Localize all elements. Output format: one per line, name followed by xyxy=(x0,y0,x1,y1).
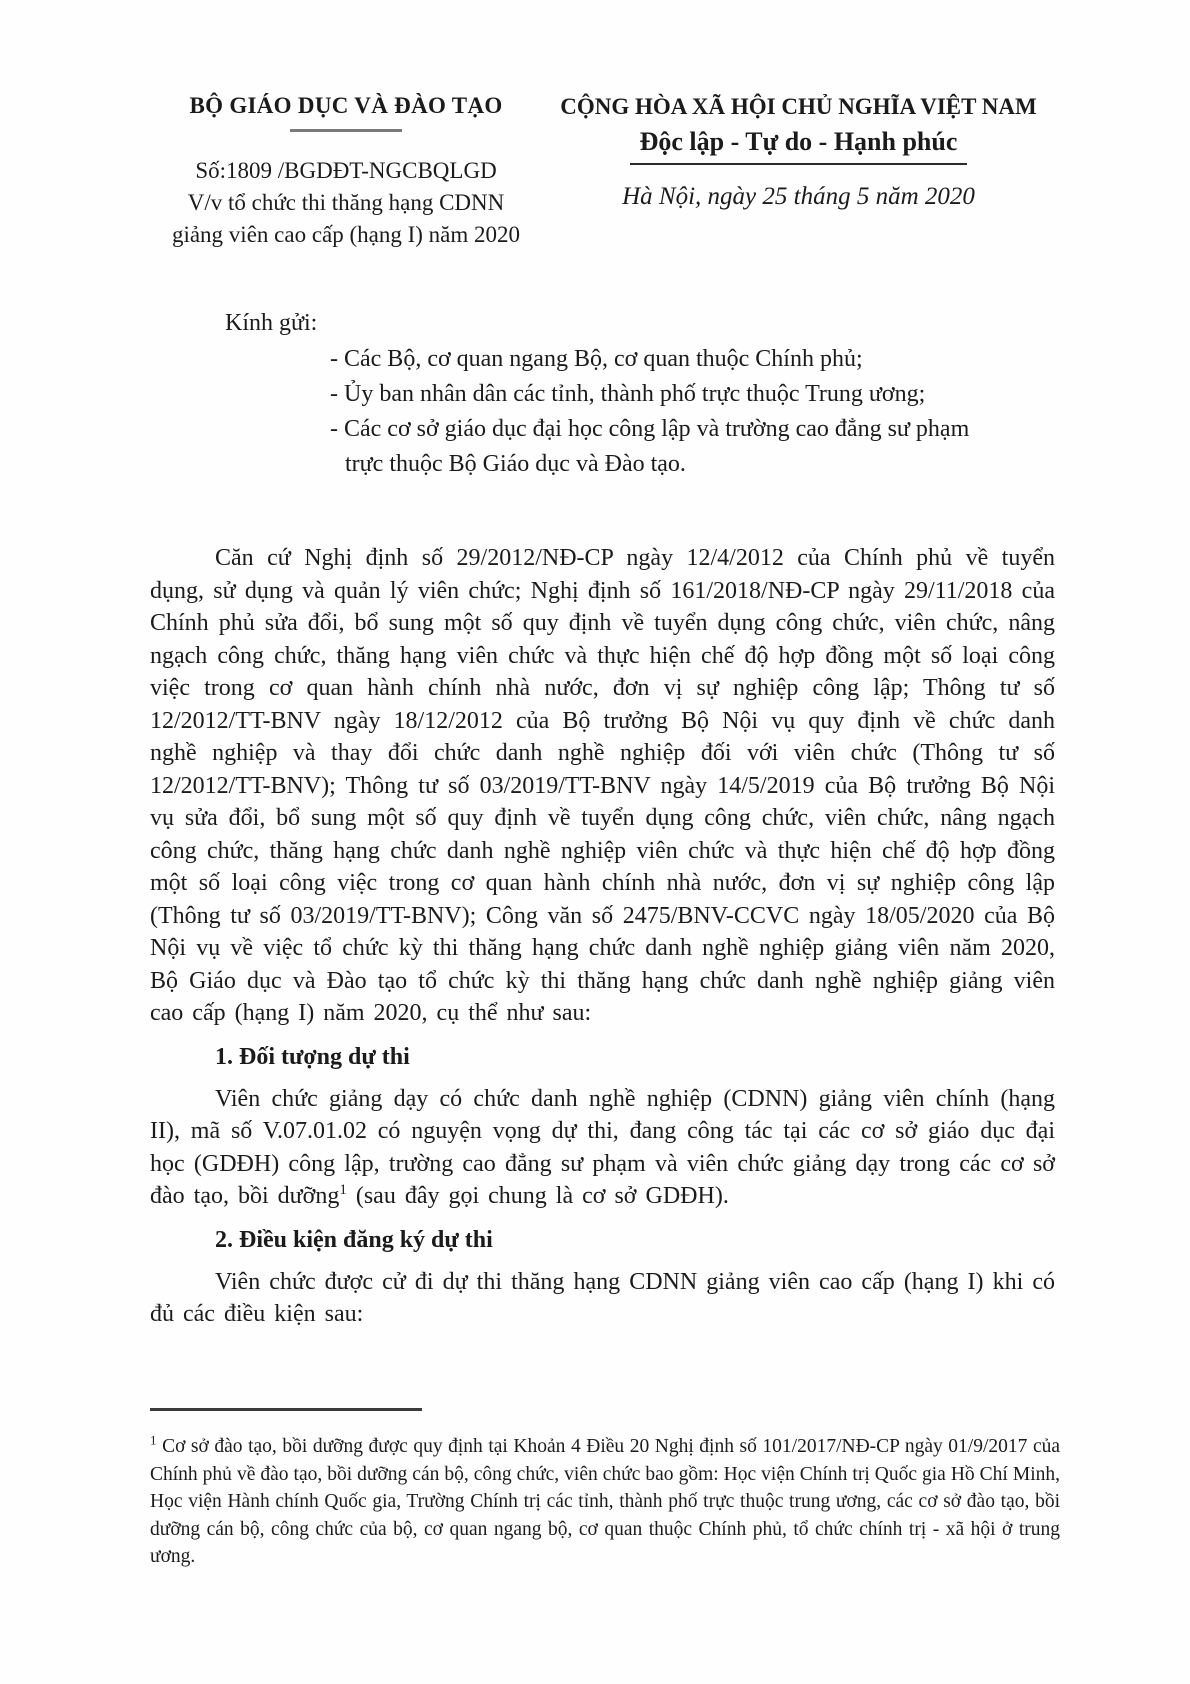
doc-number: Số:1809 /BGDĐT-NGCBQLGD xyxy=(195,158,497,183)
recipient-item: - Các Bộ, cơ quan ngang Bộ, cơ quan thuộc Chính phủ; xyxy=(330,346,863,372)
issuing-org-block xyxy=(150,92,542,251)
org-name: BỘ GIÁO DỤC VÀ ĐÀO TẠO xyxy=(189,93,503,118)
national-header-block xyxy=(542,92,1055,213)
recipient-item: - Các cơ sở giáo dục đại học công lập và trường cao đẳng sư phạm trực thuộc Bộ Giáo dục và Đào tạo. xyxy=(330,416,970,477)
recipients-block xyxy=(150,306,1055,482)
doc-subject-line1: V/v tổ chức thi thăng hạng CDNN xyxy=(187,190,505,215)
org-underline-rule xyxy=(290,129,402,132)
doc-subject-line2: giảng viên cao cấp (hạng I) năm 2020 xyxy=(171,222,521,247)
recipient-list xyxy=(330,342,1055,482)
section-1-text-after-ref: (sau đây gọi chung là cơ sở GDĐH). xyxy=(346,1183,729,1209)
section-2-paragraph: Viên chức được cử đi dự thi thăng hạng CDNN giảng viên cao cấp (hạng I) khi có đủ các điều kiện sau: xyxy=(150,1268,1055,1327)
recipient-item: - Ủy ban nhân dân các tỉnh, thành phố trực thuộc Trung ương; xyxy=(330,381,926,407)
section-1-text-before-ref: Viên chức giảng dạy có chức danh nghề nghiệp (CDNN) giảng viên chính (hạng II), mã số V.07.01.02 có nguyện vọng dự thi, đang công tác tại các cơ sở giáo dục đại học (GDĐH) công lập, trường cao đẳng sư phạm và viên chức giảng dạy trong các cơ sở đào tạo, bồi dưỡng xyxy=(150,1085,1055,1209)
motto-wrap xyxy=(542,125,1055,165)
footnote-text xyxy=(150,1433,1060,1571)
national-title: CỘNG HÒA XÃ HỘI CHỦ NGHĨA VIỆT NAM xyxy=(560,94,1037,119)
section-2-heading: 2. Điều kiện đăng ký dự thi xyxy=(215,1226,493,1253)
intro-paragraph: Căn cứ Nghị định số 29/2012/NĐ-CP ngày 12/4/2012 của Chính phủ về tuyển dụng, sử dụng và quản lý viên chức; Nghị định số 161/2018/NĐ-CP ngày 29/11/2018 của Chính phủ sửa đổi, bổ sung một số quy định về tuyển dụng công chức, viên chức, nâng ngạch công chức, thăng hạng viên chức và thực hiện chế độ hợp đồng một số loại công việc trong cơ quan hành chính nhà nước, đơn vị sự nghiệp công lập; Thông tư số 12/2012/TT-BNV ngày 18/12/2012 của Bộ trưởng Bộ Nội vụ quy định về chức danh nghề nghiệp và thay đổi chức danh nghề nghiệp đối với viên chức (Thông tư số 12/2012/TT-BNV); Thông tư số 03/2019/TT-BNV ngày 14/5/2019 của Bộ trưởng Bộ Nội vụ sửa đổi, bổ sung một số quy định về tuyển dụng công chức, viên chức, nâng ngạch công chức, thăng hạng chức danh nghề nghiệp viên chức và thực hiện chế độ hợp đồng một số loại công việc trong cơ quan hành chính nhà nước, đơn vị sự nghiệp công lập (Thông tư số 03/2019/TT-BNV); Công văn số 2475/BNV-CCVC ngày 18/05/2020 của Bộ Nội vụ về việc tổ chức kỳ thi thăng hạng chức danh nghề nghiệp giảng viên năm 2020, Bộ Giáo dục và Đào tạo tổ chức kỳ thi thăng hạng chức danh nghề nghiệp giảng viên cao cấp (hạng I) năm 2020, cụ thể như sau: xyxy=(150,545,1055,1026)
place-and-date: Hà Nội, ngày 25 tháng 5 năm 2020 xyxy=(622,183,975,210)
salutation: Kính gửi: xyxy=(225,310,318,336)
section-1-paragraph xyxy=(150,1083,1055,1213)
footnote-separator-rule xyxy=(150,1408,422,1411)
document-header xyxy=(150,92,1055,251)
footnote-body: Cơ sở đào tạo, bồi dưỡng được quy định tại Khoản 4 Điều 20 Nghị định số 101/2017/NĐ-CP ngày 01/9/2017 của Chính phủ về đào tạo, bồi dưỡng cán bộ, công chức, viên chức bao gồm: Học viện Chính trị Quốc gia Hồ Chí Minh, Học viện Hành chính Quốc gia, Trường Chính trị các tỉnh, thành phố trực thuộc trung ương, các cơ sở đào tạo, bồi dưỡng cán bộ, công chức của bộ, cơ quan ngang bộ, cơ quan thuộc Chính phủ, tổ chức chính trị - xã hội ở trung ương. xyxy=(150,1436,1061,1567)
footnote-reference-marker: 1 xyxy=(339,1182,347,1198)
footnote-number: 1 xyxy=(150,1432,157,1448)
footnote-block xyxy=(150,1408,1060,1571)
section-1-heading: 1. Đối tượng dự thi xyxy=(215,1043,410,1070)
national-motto: Độc lập - Tự do - Hạnh phúc xyxy=(630,125,968,165)
